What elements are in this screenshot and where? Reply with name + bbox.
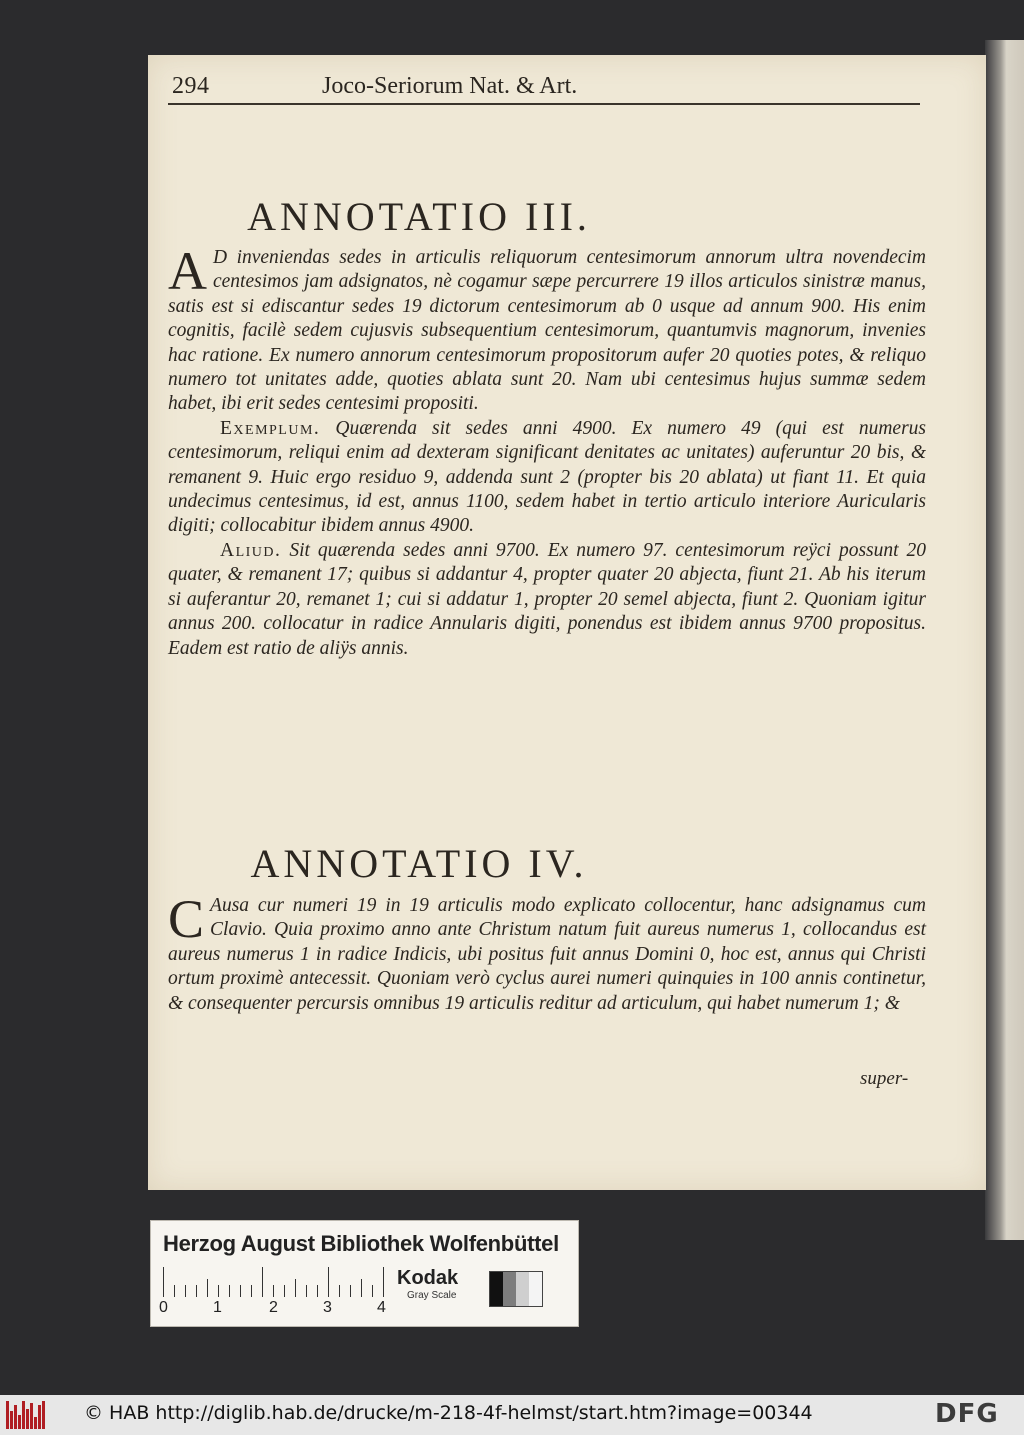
copyright-link[interactable]: © HAB http://diglib.hab.de/drucke/m-218-4f-helmst/start.htm?image=00344 <box>84 1402 813 1424</box>
paragraph-causa-text: Ausa cur numeri 19 in 19 articulis modo explicato collocentur, hanc adsignamus cum Clavio. Quia proximo anno ante Christum natum fuit aureus numerus 1, collocandus est aureus numerus 1 in radice Indicis, ubi positus fuit annus Domini 0, hoc est, annus qui Christi ortum proximè antecessit. Quoniam verò cyclus aurei numeri quinquies in 100 annis continetur, & consequenter percursis omnibus 19 articulis reditur ad articulum, qui habet numerum 1; & <box>168 895 926 1014</box>
dropcap-c: C <box>168 889 205 949</box>
header-rule <box>168 103 920 105</box>
ruler-tick <box>361 1279 362 1297</box>
footer-bar <box>0 1395 1024 1435</box>
ruler-tick <box>262 1267 263 1297</box>
ruler-tick <box>328 1267 329 1297</box>
ruler-number: 3 <box>323 1299 332 1316</box>
running-title: Joco-Seriorum Nat. & Art. <box>322 73 578 99</box>
exemplum-label: Exemplum. <box>220 417 321 439</box>
gray-swatches <box>489 1271 543 1307</box>
catchword: super- <box>860 1068 909 1089</box>
logo-bar <box>14 1405 17 1429</box>
ruler-tick <box>218 1285 219 1297</box>
exemplum-text: Quærenda sit sedes anni 4900. Ex numero 49 (qui est numerus centesimorum, reliqui enim ad dexteram significant denitates ac unitates) auferuntur 20 bis, & remanent 9. Huic ergo residuo 9, addenda sunt 2 (propter bis 20 ablata) ut fiant 11. Et quia undecimus centesimus, id est, annus 1100, sedem habet in tertio articulo interiore Auricularis digiti; collocabitur ibidem annus 4900. <box>168 417 927 537</box>
section-heading-annotatio-3: ANNOTATIO III. <box>247 194 591 239</box>
logo-bar <box>6 1401 9 1429</box>
ruler-tick <box>163 1267 164 1297</box>
section-1-body <box>168 241 927 661</box>
ruler-tick <box>240 1285 241 1297</box>
ruler-tick <box>207 1279 208 1297</box>
ruler-tick <box>185 1285 186 1297</box>
ruler-tick <box>372 1285 373 1297</box>
paragraph-intro <box>168 241 926 417</box>
logo-bar <box>34 1417 37 1429</box>
ruler-tick <box>306 1285 307 1297</box>
ruler-scale <box>163 1267 391 1297</box>
page-number: 294 <box>172 73 210 99</box>
logo-bar <box>10 1411 13 1429</box>
ruler-tick <box>350 1285 351 1297</box>
paragraph-exemplum <box>168 417 926 539</box>
section-2-body <box>168 889 926 1016</box>
ruler-number: 0 <box>159 1299 168 1316</box>
institution-name: Herzog August Bibliothek Wolfenbüttel <box>163 1231 559 1256</box>
gray-swatch <box>503 1272 516 1306</box>
ruler-tick <box>174 1285 175 1297</box>
aliud-text: Sit quærenda sedes anni 9700. Ex numero 97. centesimorum reÿci possunt 20 quater, & remanent 17; quibus si addantur 4, propter quater 20 abjecta, fiunt 21. Ab his iterum si auferantur 20, remanet 1; cui si addatur 1, propter 20 semel abjecta, fiunt 2. Quoniam igitur annus 200. collocatur in radice Annularis digiti, ponendus est ibidem annus 9700 propositus. Eadem est ratio de aliÿs annis. <box>168 539 927 659</box>
dfg-logo[interactable]: DFG <box>935 1399 999 1429</box>
hab-barcode-icon[interactable] <box>6 1401 46 1429</box>
gray-scale-label: Gray Scale <box>407 1290 457 1301</box>
logo-bar <box>30 1403 33 1429</box>
gray-swatch <box>516 1272 529 1306</box>
kodak-brand: Kodak <box>397 1267 459 1289</box>
logo-bar <box>22 1401 25 1429</box>
paragraph-intro-text: D inveniendas sedes in articulis reliquorum centesimorum annorum ultra novendecim centesimos jam adsignatos, nè cogamur sæpe percurrere 19 illos articulos sinistræ manus, satis est si ediscantur sedes 19 dictorum centesimorum ab 0 usque ad annum 900. His enim cognitis, facilè sedem cujusvis subsequentium centesimorum, quantumvis magnorum, invenies hac ratione. Ex numero annorum centesimorum propositorum aufer 20 quoties potes, & reliquo numero tot unitates adde, quoties ablata sunt 20. Nam ubi centesimus hujus summæ sedem habet, ibi erit sedes centesimi propositi. <box>168 247 926 415</box>
section-heading-annotatio-4: ANNOTATIO IV. <box>250 841 588 886</box>
aliud-label: Aliud. <box>220 539 282 561</box>
ruler-tick <box>295 1279 296 1297</box>
ruler-tick <box>196 1285 197 1297</box>
ruler-tick <box>339 1285 340 1297</box>
ruler-tick <box>383 1267 384 1297</box>
logo-bar <box>18 1415 21 1429</box>
gray-swatch <box>529 1272 542 1306</box>
ruler-tick <box>273 1285 274 1297</box>
paragraph-causa <box>168 889 926 1016</box>
ruler-number: 1 <box>213 1299 222 1316</box>
ruler-tick <box>229 1285 230 1297</box>
next-page-edge <box>985 40 1024 1240</box>
ruler-number: 4 <box>377 1299 386 1316</box>
dropcap-a: A <box>168 241 207 301</box>
paragraph-aliud <box>168 539 926 661</box>
logo-bar <box>38 1405 41 1429</box>
ruler-tick <box>251 1285 252 1297</box>
logo-bar <box>42 1401 45 1429</box>
gray-swatch <box>490 1272 503 1306</box>
ruler-tick <box>317 1285 318 1297</box>
ruler-number: 2 <box>269 1299 278 1316</box>
logo-bar <box>26 1409 29 1429</box>
color-calibration-ruler <box>150 1220 579 1327</box>
ruler-tick <box>284 1285 285 1297</box>
